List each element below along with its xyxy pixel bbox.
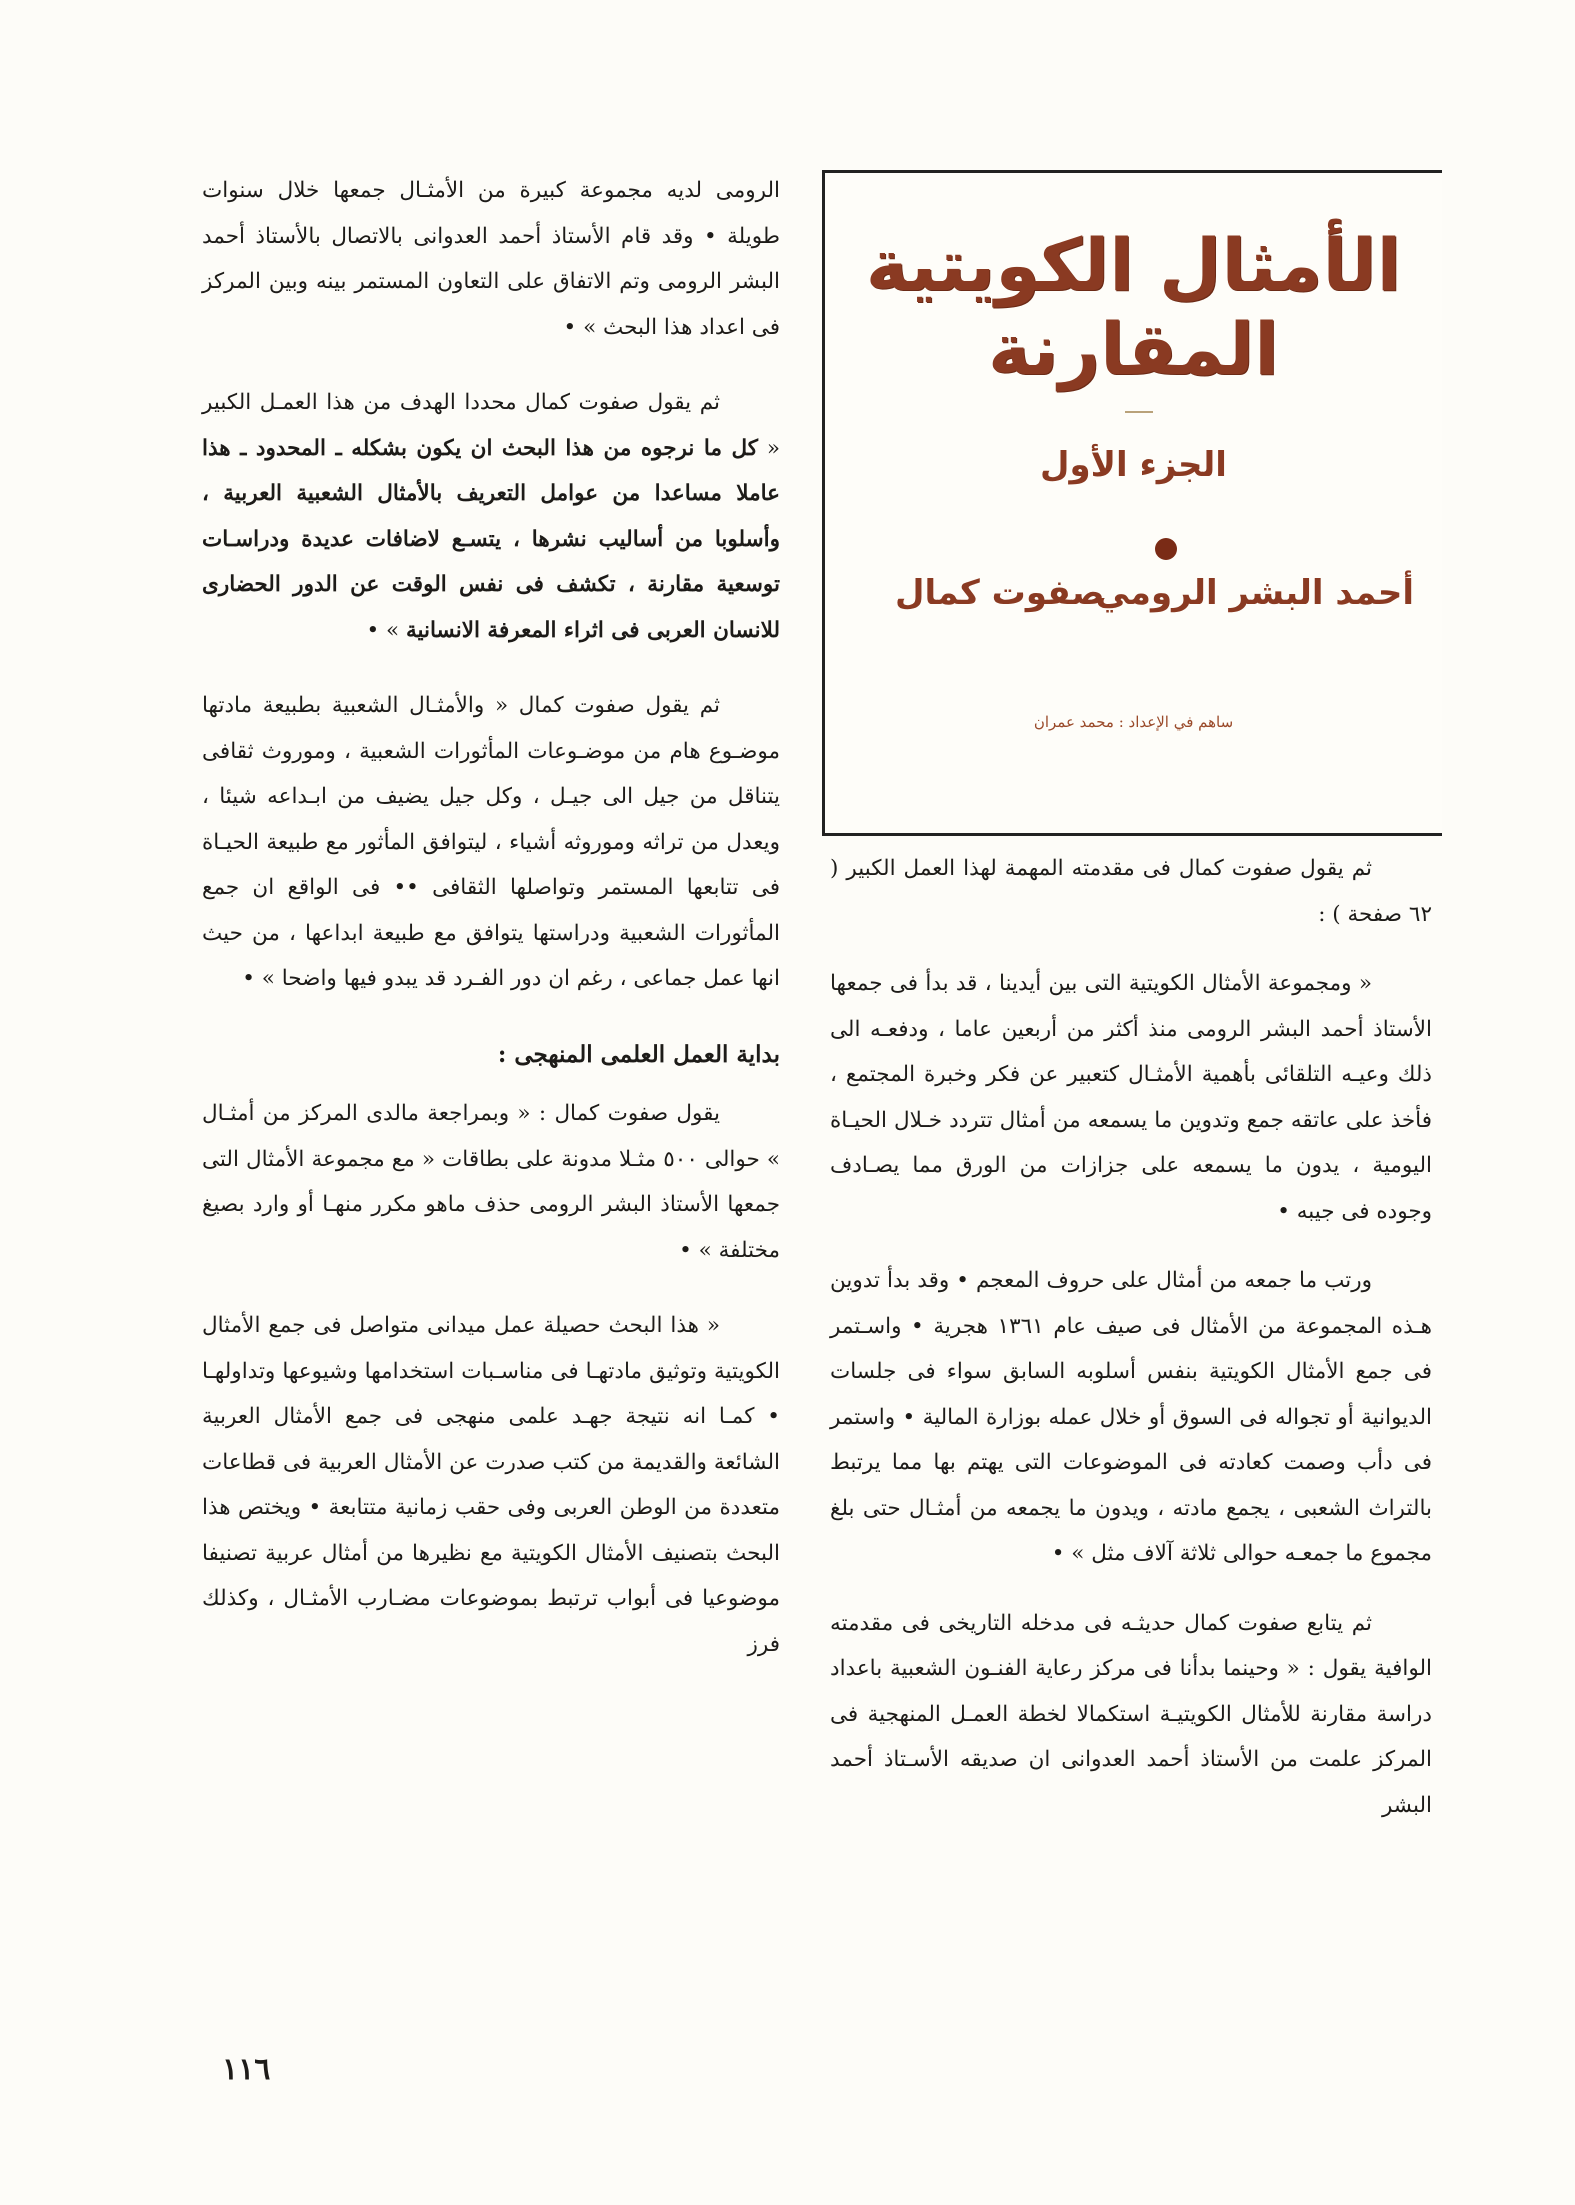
- section-heading: بداية العمل العلمى المنهجى :: [497, 1040, 780, 1068]
- cover-divider: [1125, 411, 1153, 413]
- paragraph: ثم يتابع صفوت كمال حديثـه فى مدخله التاريخى فى مقدمته الوافية يقول : « وحينما بدأنا فى مركز رعاية الفنـون الشعبية باعداد دراسة مقارنة للأمثال الكويتيـة استكمالا لخطة العمـل المنهجية فى المركز علمت من الأستاذ أحمد العدوانى ان صديقه الأسـتاذ أحمد البشر: [830, 1610, 1432, 1818]
- right-text-column: [830, 846, 1432, 1852]
- cover-part-label: الجزء الأول: [1040, 445, 1227, 485]
- paragraph: ثم يقول صفوت كمال « والأمثـال الشعبية بطبيعة مادتها موضـوع هام من موضـوعات المأثورات الشعبية ، وموروث ثقافى يتناقل من جيل الى جيـل ، وكل جيل يضيف من ابـداعه شيئا ، ويعدل من تراثه وموروثه أشياء ، ليتوافق المأثور مع طبيعة الحيـاة فى تتابعها المستمر وتواصلها الثقافى •• فى الواقع ان جمع المأثورات الشعبية ودراستها يتوافق مع طبيعة ابداعها ، من حيث انها عمل جماعى ، رغم ان دور الفـرد قد يبدو فيها واضحا » •: [202, 693, 780, 991]
- cover-dot-ornament: [1155, 538, 1177, 560]
- cover-author: صفوت كمال: [895, 573, 1105, 613]
- left-text-column: [202, 168, 780, 1697]
- paragraph: ورتب ما جمعه من أمثال على حروف المعجم • وقد بدأ تدوين هـذه المجموعة من الأمثال فى صيف عام ١٣٦١ هجرية • واسـتمر فى جمع الأمثال الكويتية بنفس أسلوبه السابق سواء فى جلسات الديوانية أو تجواله فى السوق أو خلال عمله بوزارة المالية • واستمر فى دأب وصمت كعادته فى الموضوعات التى يهتم بها مما يرتبط بالتراث الشعبى ، يجمع مادته ، ويدون ما يجمعه من أمثـال حتى بلغ مجموع ما جمعـه حوالى ثلاثة آلاف مثل » •: [830, 1268, 1432, 1566]
- paragraph: « ومجموعة الأمثال الكويتية التى بين أيدينا ، قد بدأ فى جمعها الأستاذ أحمد البشر الرومى منذ أكثر من أربعين عاما ، ودفعـه الى ذلك وعيـه التلقائى بأهمية الأمثـال كتعبير عن فكر وخبرة المجتمع ، فأخذ على عاتقه جمع وتدوين ما يسمعه من أمثال تتردد خـلال الحيـاة اليومية ، يدون ما يسمعه على جزازات من الورق مما يصـادف وجوده فى جيبه •: [830, 971, 1432, 1224]
- cover-title: الأمثال الكويتية المقارنة: [865, 223, 1402, 391]
- page-number: ١١٦: [222, 2052, 271, 2087]
- cover-author: أحمد البشر الرومي: [1095, 573, 1414, 613]
- paragraph: الرومى لديه مجموعة كبيرة من الأمثـال جمعها خلال سنوات طويلة • وقد قام الأستاذ أحمد العدوانى بالاتصال بالأستاذ أحمد البشر الرومى وتم الاتفاق على التعاون المستمر بينه وبين المركز فى اعداد هذا البحث » •: [202, 178, 780, 340]
- paragraph-intro: ثم يقول صفوت كمال محددا الهدف من هذا العمـل الكبير «: [202, 390, 780, 461]
- paragraph: [202, 380, 780, 653]
- cover-credit: ساهم في الإعداد : محمد عمران: [1033, 713, 1234, 731]
- book-cover-image: [822, 170, 1442, 836]
- paragraph: ثم يقول صفوت كمال فى مقدمته المهمة لهذا العمل الكبير ( ٦٢ صفحة ) :: [830, 856, 1432, 927]
- paragraph: يقول صفوت كمال : « وبمراجعة مالدى المركز من أمثـال » حوالى ٥٠٠ مثـلا مدونة على بطاقات « مع مجموعة الأمثال التى جمعها الأستاذ البشر الرومى حذف ماهو مكرر منهـا أو وارد بصيغ مختلفة » •: [202, 1101, 780, 1263]
- bold-quote: كل ما نرجوه من هذا البحث ان يكون بشكله ـ المحدود ـ هذا عاملا مساعدا من عوامل التعريف بالأمثال الشعبية العربية ، وأسلوبا من أساليب نشرها ، يتسـع لاضافات عديدة ودراسـات توسعية مقارنة ، تكشف فى نفس الوقت عن الدور الحضارى للانسان العربى فى اثراء المعرفة الانسانية: [202, 435, 780, 643]
- paragraph-end: » •: [366, 617, 400, 643]
- paragraph: « هذا البحث حصيلة عمل ميدانى متواصل فى جمع الأمثال الكويتية وتوثيق مادتهـا فى مناسـبات استخدامها وشيوعها وتداولهـا • كمـا انه نتيجة جهـد علمى منهجى فى جمع الأمثال العربية الشائعة والقديمة من كتب صدرت عن الأمثال العربية فى قطاعات متعددة من الوطن العربى وفى حقب زمانية متتابعة • ويختص هذا البحث بتصنيف الأمثال الكويتية مع نظيرها من أمثال عربية تصنيفا موضوعيا فى أبواب ترتبط بموضوعات مضـارب الأمثـال ، وكذلك فرز: [202, 1313, 780, 1657]
